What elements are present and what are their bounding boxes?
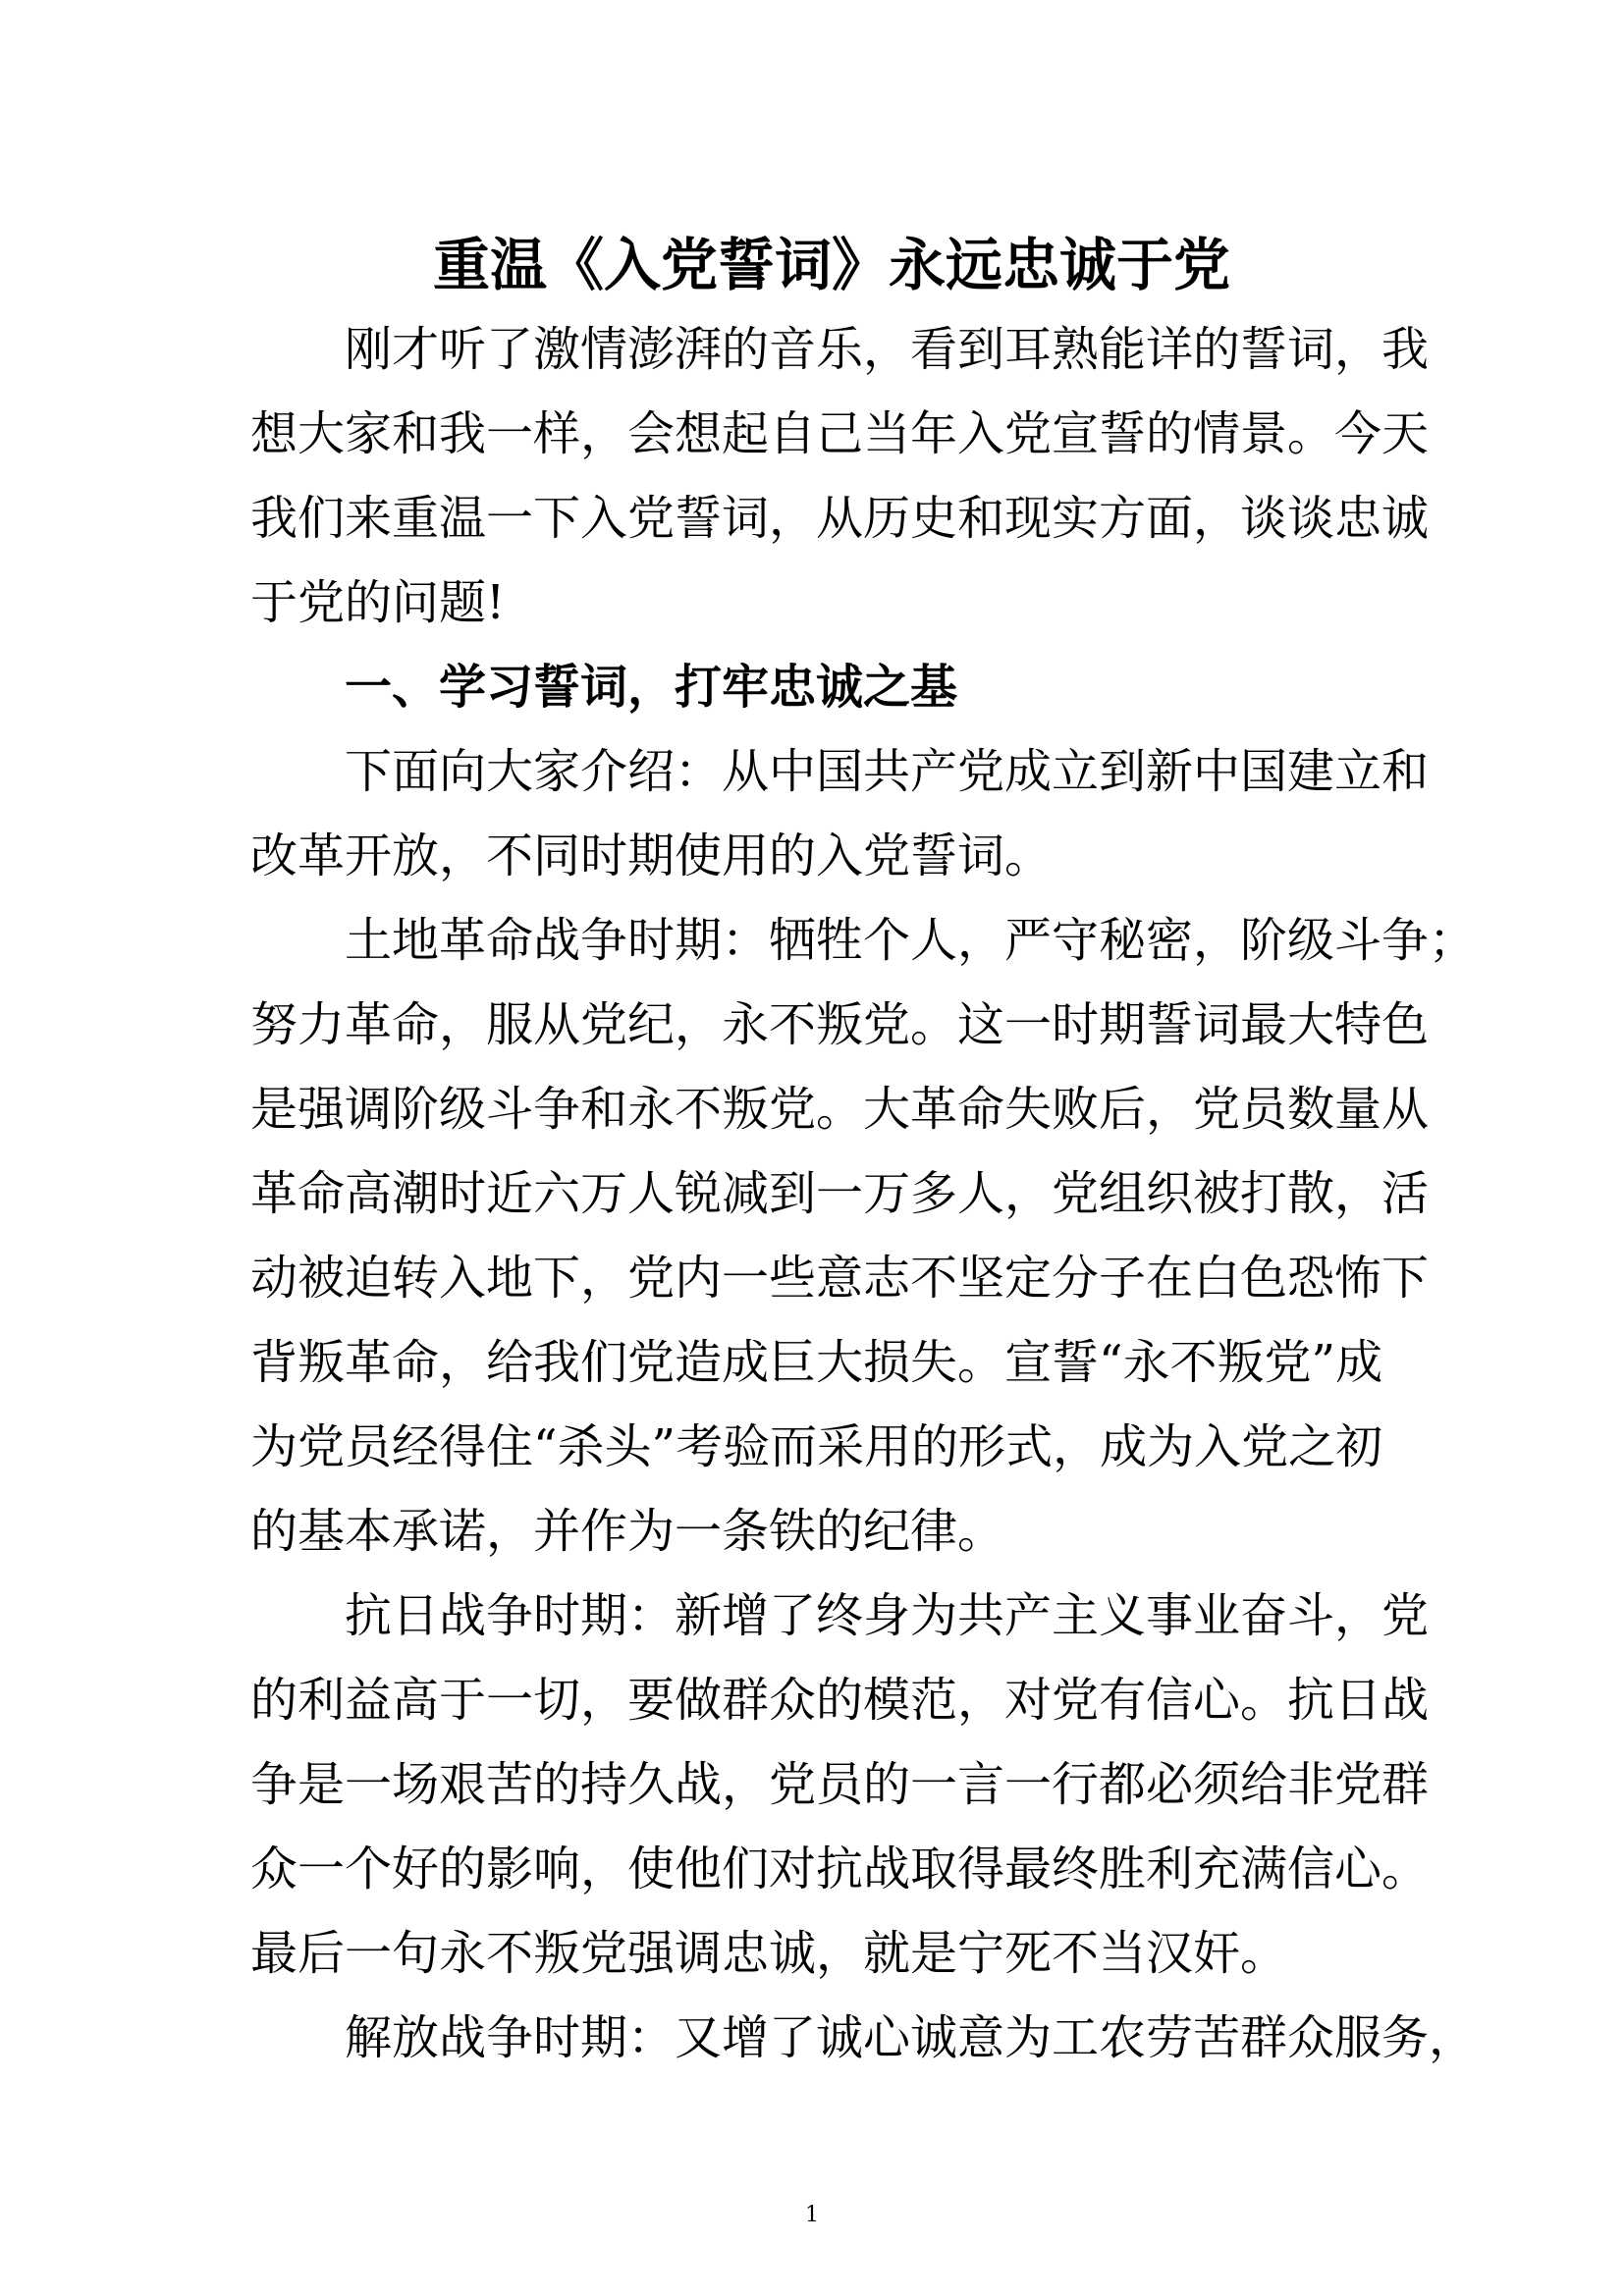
text-line: 的基本承诺，并作为一条铁的纪律。 [250,1504,1005,1559]
text-line: 为党员经得住“杀头”考验而采用的形式，成为入党之初 [250,1419,1383,1474]
text-line: 众一个好的影响，使他们对抗战取得最终胜利充满信心。 [250,1842,1430,1896]
paragraph [250,1574,1430,1996]
text-line: 背叛革命，给我们党造成巨大损失。宣誓“永不叛党”成 [250,1335,1383,1390]
section-heading [250,645,1389,729]
text-line: 革命高潮时近六万人锐减到一万多人，党组织被打散，活 [250,1166,1430,1221]
text-line: 想大家和我一样，会想起自己当年入党宣誓的情景。今天 [250,406,1430,461]
page-number: 1 [805,2203,819,2227]
paragraph [250,307,1430,645]
text-line: 抗日战争时期：新增了终身为共产主义事业奋斗，党 [345,1588,1430,1643]
paragraph [250,1996,1477,2080]
text-line: 动被迫转入地下，党内一些意志不坚定分子在白色恐怖下 [250,1251,1430,1306]
paragraph [250,898,1477,1574]
text-line: 是强调阶级斗争和永不叛党。大革命失败后，党员数量从 [250,1082,1430,1137]
text-line: 于党的问题! [250,575,506,630]
text-line: 土地革命战争时期：牺牲个人，严守秘密，阶级斗争； [345,913,1477,968]
text-line: 下面向大家介绍：从中国共产党成立到新中国建立和 [345,744,1430,799]
document-title: 重温《入党誓词》永远忠诚于党 [432,232,1230,298]
text-line: 改革开放，不同时期使用的入党誓词。 [250,828,1053,883]
text-line: 解放战争时期：又增了诚心诚意为工农劳苦群众服务， [345,2010,1477,2065]
text-line: 最后一句永不叛党强调忠诚，就是宁死不当汉奸。 [250,1926,1288,1981]
text-line: 争是一场艰苦的持久战，党员的一言一行都必须给非党群 [250,1757,1430,1812]
text-line: 我们来重温一下入党誓词，从历史和现实方面，谈谈忠诚 [250,491,1430,546]
text-line: 的利益高于一切，要做群众的模范，对党有信心。抗日战 [250,1673,1430,1728]
text-line: 一、学习誓词，打牢忠诚之基 [345,660,958,715]
document-body [250,307,1477,2080]
text-line: 努力革命，服从党纪，永不叛党。这一时期誓词最大特色 [250,997,1430,1052]
text-line: 刚才听了激情澎湃的音乐，看到耳熟能详的誓词，我 [345,322,1430,377]
paragraph [250,729,1430,898]
